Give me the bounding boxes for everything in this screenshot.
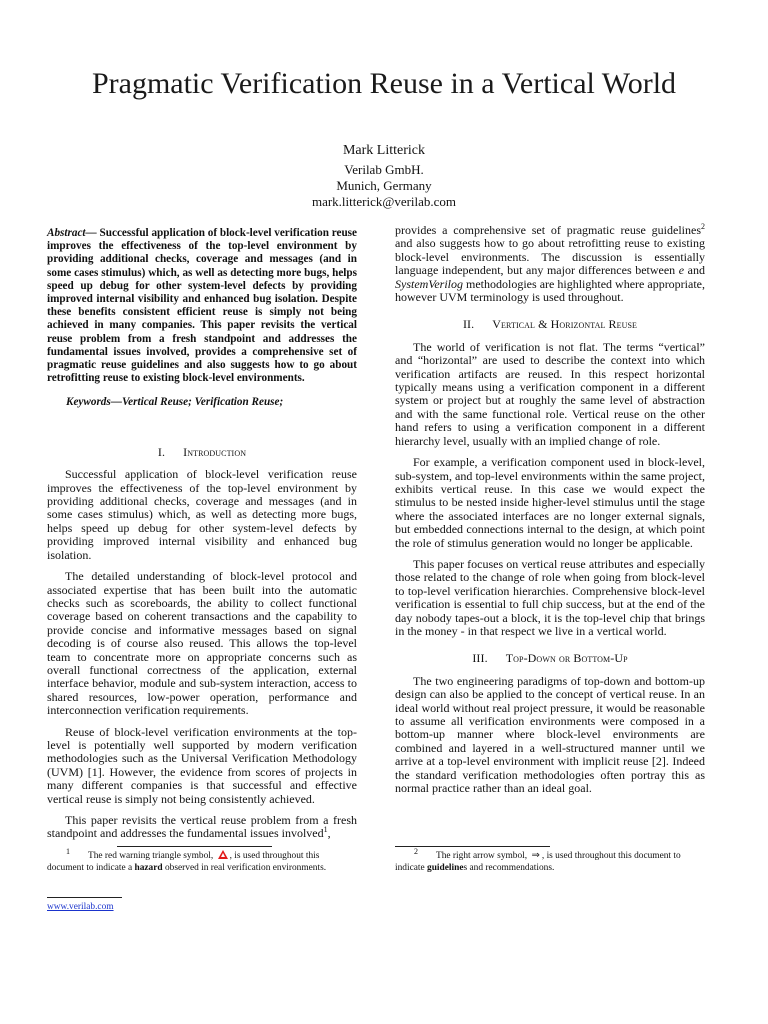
keywords: Keywords—Vertical Reuse; Verification Reuse;: [66, 396, 284, 409]
section-title: Introduction: [183, 444, 247, 459]
intro-p5-a: provides a comprehensive set of pragmatic reuse guidelines: [395, 223, 701, 237]
section-title: Vertical & Horizontal Reuse: [492, 317, 638, 332]
author-affiliation: Verilab GmbH.: [344, 162, 424, 177]
author-location: Munich, Germany: [336, 178, 432, 193]
right-arrow-icon: ⇒: [531, 850, 540, 861]
section-heading-top-down: [395, 652, 705, 665]
footnote-number: 1: [66, 846, 70, 856]
section-title: Top-Down or Bottom-Up: [505, 651, 628, 666]
footnote-2-c: s and recommendations.: [463, 863, 555, 873]
author-name: Mark Litterick: [342, 143, 426, 158]
footnote-2-b: , is used throughout this document to indicate: [395, 851, 681, 873]
footnote-ref-2[interactable]: 2: [701, 222, 705, 231]
section-heading-vertical-horizontal: [395, 318, 705, 331]
footnote-2-bold: guideline: [427, 863, 464, 873]
intro-paragraph-4-end: ,: [327, 826, 331, 841]
author-block: [0, 143, 768, 210]
vertical-paragraph-1: The world of verification is not flat. The terms “vertical” and “horizontal” are used to describe the context into which verification artifacts are reused. In this respect horizontal typically means using a verification component in a different system or project but at roughly the same level of abstraction and with the same functional role. Vertical reuse on the other hand refers to using a verification component in a different hierarchy level, usually with an implied change of role.: [395, 339, 705, 448]
footnote-1-c: observed in real verification environments.: [162, 863, 327, 873]
intro-paragraph-5: [395, 224, 705, 304]
footnote-2: [395, 846, 705, 874]
link-rule: [47, 897, 122, 898]
footnote-ref-1[interactable]: 1: [323, 825, 328, 835]
abstract-lead: Abstract—: [47, 227, 97, 239]
section-heading-introduction: [47, 446, 357, 459]
author-email[interactable]: mark.litterick@verilab.com: [311, 194, 457, 209]
section-number: II.: [462, 317, 475, 332]
section-number: III.: [472, 651, 488, 666]
left-column: [47, 227, 357, 849]
section-number: I.: [157, 444, 166, 459]
footnote-1-a: The red warning triangle symbol,: [88, 851, 214, 861]
vertical-paragraph-3: This paper focuses on vertical reuse attributes and especially those related to the change of role when going from block-level to top-level verification hierarchies. Comprehensive block-level verification is essential to full chip success, but at the end of the day nobody tapes-out a block, it is the top-level chip that brings in the money - in that respect we live in a vertical world.: [395, 556, 705, 638]
footnote-rule-right: [395, 846, 550, 847]
intro-p5-b: and also suggests how to go about retrofitting reuse to existing block-level environments. The discussion is essentially language independent, but any major differences between: [395, 236, 705, 278]
e-language: e: [678, 263, 685, 278]
footnote-rule-left: [117, 846, 272, 847]
intro-p5-d: methodologies are highlighted where appropriate, however UVM terminology is used throughout.: [395, 276, 705, 305]
systemverilog-language: SystemVerilog: [395, 276, 463, 291]
verilab-link[interactable]: www.verilab.com: [47, 902, 114, 912]
right-column: [395, 224, 705, 803]
warning-triangle-icon: [218, 850, 228, 859]
footnote-1-bold: hazard: [134, 863, 163, 873]
intro-p5-c: and: [684, 263, 706, 278]
intro-paragraph-3: Reuse of block-level verification environments at the top-level is potentially well supported by modern verification methodologies such as the Universal Verification Methodology (UVM) [1]. However, the evidence from scores of projects in many different companies is that successful and effective vertical reuse is simply not being consistently achieved.: [47, 724, 357, 806]
abstract-text: Successful application of block-level verification reuse improves the effectiveness of the top-level environment by providing additional checks, coverage and messages (and in some cases stimulus) which, as well as detecting more bugs, helps speed up debug for other system-level defects by providing improved internal visibility and enhanced bug isolation. Despite these benefits consistent efficient reuse is simply not being achieved in many companies. This paper revisits the vertical reuse problem from a fresh standpoint and addresses the fundamental issues involved, provides a comprehensive set of pragmatic reuse guidelines and also suggests how to go about retrofitting reuse to existing block-level environments.: [47, 227, 357, 385]
topdown-paragraph-1: The two engineering paradigms of top-down and bottom-up design can also be applied to the concept of vertical reuse. In an ideal world without real project pressure, it would be reasonable to assume all verification environments were composed in a bottom-up manner where block-level environments are combined and layered in a well-structured manner until we arrive at a top-level environment with implicit reuse [2]. Indeed the standard verification methodologies often portray this as normal practice rather than an ideal goal.: [395, 673, 705, 796]
footnote-2-a: The right arrow symbol,: [436, 851, 528, 861]
footnote-1-b: , is used throughout this document to indicate a: [47, 851, 320, 873]
paper-title: Pragmatic Verification Reuse in a Vertical World: [91, 67, 677, 100]
footnote-number: 2: [414, 846, 418, 856]
intro-paragraph-4-text: This paper revisits the vertical reuse problem from a fresh standpoint and addresses the fundamental issues involved: [47, 813, 357, 841]
abstract: [47, 227, 357, 385]
footnote-1: [47, 846, 357, 874]
intro-paragraph-1: Successful application of block-level verification reuse improves the effectiveness of the top-level environment by providing additional checks, coverage and messages (and in some cases stimulus) which, as well as detecting more bugs, helps speed up debug for other system-level defects by providing improved internal visibility and enhanced bug isolation.: [47, 467, 357, 562]
intro-paragraph-4: [47, 814, 357, 841]
intro-paragraph-2: The detailed understanding of block-level protocol and associated expertise that has been built into the automatic checks such as scoreboards, the ability to collect functional coverage based on coherent transactions and the capability to provide concise and informative messages based on signal decoding is of course also reused. This allows the top-level team to concentrate more on appropriate concerns such as overall functional correctness of the application, external interface behavior, module and sub-system interaction, access to shared resources, low-power operation, performance and interconnection verification requirements.: [47, 569, 357, 718]
vertical-paragraph-2: For example, a verification component used in block-level, sub-system, and top-level environments within the same project, exhibits vertical reuse. In this case we would expect the stimulus to be nested inside higher-level stimulus until the stage where the associated interfaces are no longer external signals, but embedded connections internal to the design, at which point the role of stimulus generation would no longer be applicable.: [395, 455, 705, 550]
